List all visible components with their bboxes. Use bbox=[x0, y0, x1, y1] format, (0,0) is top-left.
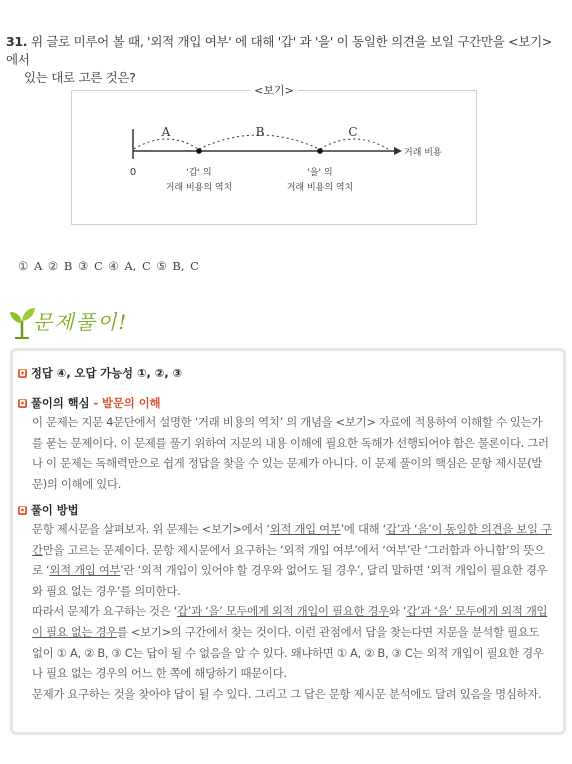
solution-title: 문제풀이! bbox=[33, 310, 129, 334]
method-paragraph bbox=[32, 519, 552, 704]
answer-line bbox=[18, 365, 182, 381]
point-gap-label-2: 거래 비용의 역치 bbox=[165, 183, 233, 193]
core-heading bbox=[18, 395, 161, 411]
bullet-icon: ◘ bbox=[19, 369, 26, 378]
question-number: 31. bbox=[6, 34, 28, 49]
method-para-2: 따라서 문제가 요구하는 것은 ‘갑’과 ‘을’ 모두에게 외적 개입이 필요한 경우와 ‘갑’과 ‘을’ 모두에게 외적 개입이 필요 없는 경우를 <보기>의 구간에서 찾는 것이다. 이런 관점에서 답을 찾는다면 지문을 분석할 필요도 없이 ① A, ② B, ③ C는 답이 될 수 없음을 알 수 있다. 왜냐하면 ① A, ② B, ③ C는 외적 개입이 필요한 경우나 필요 없는 경우의 어느 한 쪽에 해당하기 때문이다. bbox=[32, 604, 548, 681]
point-gap bbox=[196, 148, 202, 154]
question-line-1: 위 글로 미루어 볼 때, '외적 개입 여부' 에 대해 '갑' 과 '을' 이 동일한 의견을 보일 구간만을 <보기>에서 bbox=[6, 34, 553, 67]
bullet-icon: ◘ bbox=[19, 399, 26, 408]
segment-b-label: B bbox=[255, 125, 265, 139]
axis-label: 거래 비용 bbox=[404, 148, 442, 158]
method-title: 풀이 방법 bbox=[31, 504, 79, 517]
method-para-1: 문항 제시문을 살펴보자. 위 문제는 <보기>에서 ‘외적 개입 여부’에 대해 ‘갑’과 ‘을’이 동일한 의견을 보일 구간만을 고르는 문제이다. 문항 제시문에서 요구하는 ‘외적 개입 여부’에서 ‘여부’란 ‘그러함과 아니함’의 뜻으로 ‘외적 개입 여부’란 ‘외적 개입이 있어야 할 경우와 없어도 될 경우’, 달리 말하면 ‘외적 개입이 필요한 경우와 필요 없는 경우’를 의미한다. bbox=[32, 522, 552, 598]
answer-text: 정답 ④, 오답 가능성 ①, ②, ③ bbox=[31, 367, 183, 380]
core-paragraph bbox=[32, 412, 552, 494]
point-gap-label-1: '갑' 의 bbox=[186, 168, 212, 178]
threshold-diagram bbox=[72, 91, 478, 226]
core-text: 이 문제는 지문 4문단에서 설명한 ‘거래 비용의 역치’ 의 개념을 <보기> 자료에 적용하여 이해할 수 있는가를 묻는 문제이다. 이 문제를 풀기 위하여 지문의 내용 이해에 필요한 독해가 선행되어야 함은 물론이다. 그러나 이 문제는 독해력만으로 쉽게 정답을 찾을 수 있는 문제가 아니다. 이 문제 풀이의 핵심은 문항 제시문(발문)의 이해에 있다. bbox=[32, 415, 549, 491]
question-line-2: 있는 대로 고른 것은? bbox=[24, 70, 136, 85]
segment-c-label: C bbox=[348, 125, 358, 139]
example-box bbox=[71, 84, 477, 225]
segment-a-label: A bbox=[161, 125, 171, 139]
point-eul bbox=[317, 148, 323, 154]
point-eul-label-2: 거래 비용의 역치 bbox=[286, 183, 354, 193]
bullet-icon: ◘ bbox=[19, 506, 26, 515]
example-box-title: <보기> bbox=[250, 84, 298, 97]
method-para-3: 문제가 요구하는 것을 찾아야 답이 될 수 있다. 그리고 그 답은 문항 제시문 분석에도 달려 있음을 명심하자. bbox=[32, 686, 542, 701]
question bbox=[6, 33, 562, 87]
axis-arrow-icon bbox=[394, 147, 402, 155]
segment-a-arc bbox=[134, 139, 198, 149]
answer-choices: ① A ② B ③ C ④ A, C ⑤ B, C bbox=[18, 259, 199, 273]
point-eul-label-1: '을' 의 bbox=[307, 168, 333, 178]
segment-c-arc bbox=[320, 139, 388, 149]
origin-label: 0 bbox=[129, 167, 137, 178]
method-heading bbox=[18, 502, 79, 518]
sprout-icon bbox=[8, 305, 36, 341]
core-title: 풀이의 핵심 bbox=[31, 397, 90, 410]
core-subtitle: - 발문의 이해 bbox=[93, 397, 161, 410]
